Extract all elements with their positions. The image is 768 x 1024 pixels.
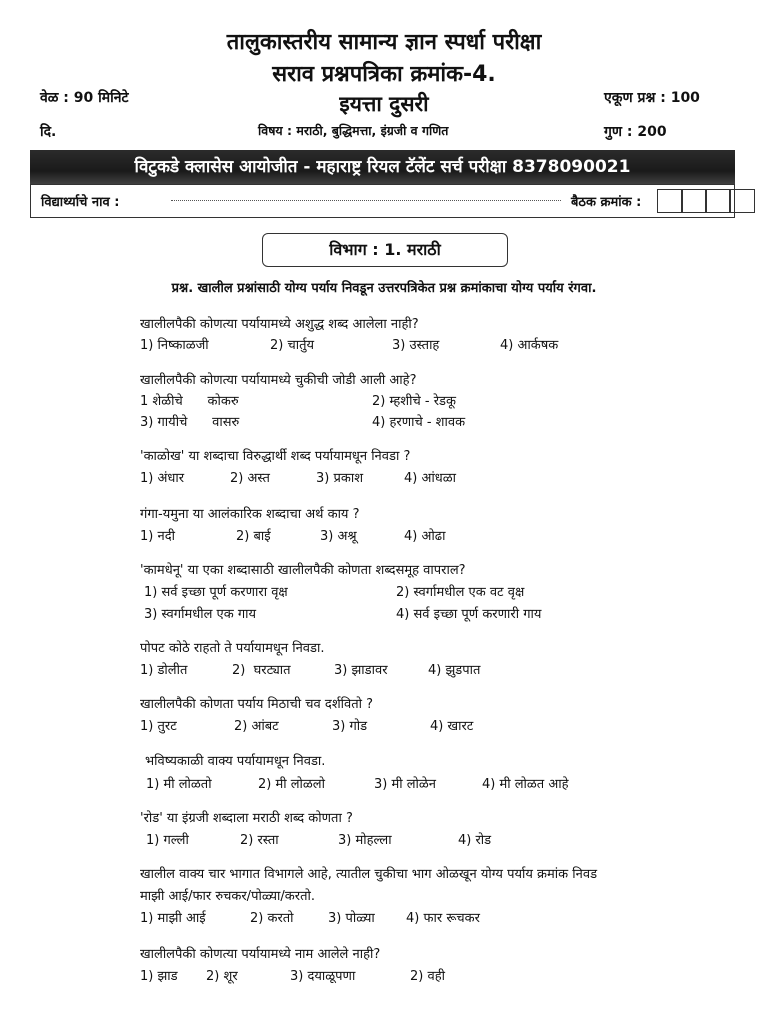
option: 4) फार रूचकर bbox=[406, 911, 480, 926]
seat-number-box[interactable] bbox=[729, 189, 755, 213]
option: 4) रोड bbox=[458, 833, 492, 848]
option: 1) झाड bbox=[140, 969, 178, 984]
option: 3) पोळ्या bbox=[328, 911, 375, 926]
option: 4) मी लोळत आहे bbox=[482, 777, 569, 792]
seat-number-box[interactable] bbox=[657, 189, 683, 213]
option: 1) सर्व इच्छा पूर्ण करणारा वृक्ष bbox=[144, 585, 288, 600]
option: 2) चार्तुय bbox=[270, 338, 315, 353]
question-text: खालीलपैकी कोणत्या पर्यायामध्ये अशुद्ध शब्द आलेला नाही? bbox=[140, 317, 419, 332]
question-text: पोपट कोठे राहतो ते पर्यायामधून निवडा. bbox=[140, 641, 325, 656]
option: 4) आर्कषक bbox=[500, 338, 559, 353]
question-text: 'काळोख' या शब्दाचा विरुद्धार्थी शब्द पर्यायामधून निवडा ? bbox=[140, 449, 411, 464]
paper-title: सराव प्रश्नपत्रिका क्रमांक-4. bbox=[272, 62, 496, 87]
time-label: वेळ : 90 मिनिटे bbox=[40, 90, 129, 106]
option: 1) माझी आई bbox=[140, 911, 206, 926]
question-text: गंगा-यमुना या आलंकारिक शब्दाचा अर्थ काय ? bbox=[140, 507, 360, 522]
option: 2) शूर bbox=[206, 969, 238, 984]
total-questions-label: एकूण प्रश्न : 100 bbox=[604, 90, 700, 106]
option: 3) अश्रू bbox=[320, 529, 357, 544]
question-text: खालीलपैकी कोणत्या पर्यायामध्ये चुकीची जोडी आली आहे? bbox=[140, 373, 417, 388]
option: 3) मोहल्ला bbox=[338, 833, 392, 848]
section-heading: विभाग : 1. मराठी bbox=[262, 233, 508, 267]
option: 3) गोड bbox=[332, 719, 368, 734]
organizer-banner: विटुकडे क्लासेस आयोजीत - महाराष्ट्र रियल टॅलेंट सर्च परीक्षा 8378090021 bbox=[30, 150, 735, 185]
option: 2) रस्ता bbox=[240, 833, 279, 848]
date-label: दि. bbox=[40, 124, 57, 140]
option: 3) दयाळूपणा bbox=[290, 969, 356, 984]
seat-number-box[interactable] bbox=[705, 189, 731, 213]
option: 1) तुरट bbox=[140, 719, 177, 734]
option: 4) ओढा bbox=[404, 529, 446, 544]
question-text: 'कामधेनू' या एका शब्दासाठी खालीलपैकी कोणता शब्दसमूह वापराल? bbox=[140, 563, 466, 578]
option: 2) वही bbox=[410, 969, 445, 984]
option: 4) झुडपात bbox=[428, 663, 481, 678]
option: 4) सर्व इच्छा पूर्ण करणारी गाय bbox=[396, 607, 542, 622]
marks-label: गुण : 200 bbox=[604, 124, 667, 140]
instruction-text: प्रश्न. खालील प्रश्नांसाठी योग्य पर्याय निवडून उत्तरपत्रिकेत प्रश्न क्रमांकाचा योग्य पर्याय रंगवा. bbox=[171, 281, 597, 296]
option: 3) गायीचे वासरु bbox=[140, 415, 240, 430]
option: 1) निष्काळजी bbox=[140, 338, 209, 353]
student-name-label: विद्यार्थ्याचे नाव : bbox=[41, 195, 120, 210]
exam-title: तालुकास्तरीय सामान्य ज्ञान स्पर्धा परीक्षा bbox=[226, 30, 542, 55]
subjects-label: विषय : मराठी, बुद्धिमत्ता, इंग्रजी व गणित bbox=[258, 123, 449, 138]
option: 1) डोलीत bbox=[140, 663, 188, 678]
question-sentence: माझी आई/फार रुचकर/पोळ्या/करतो. bbox=[140, 889, 315, 904]
option: 2) आंबट bbox=[234, 719, 279, 734]
option: 3) उस्ताह bbox=[392, 338, 440, 353]
option: 3) स्वर्गामधील एक गाय bbox=[144, 607, 257, 622]
option: 3) प्रकाश bbox=[316, 471, 364, 486]
question-text: भविष्यकाळी वाक्य पर्यायामधून निवडा. bbox=[145, 754, 326, 769]
option: 2) करतो bbox=[250, 911, 294, 926]
option: 2) मी लोळलो bbox=[258, 777, 325, 792]
option: 4) हरणाचे - शावक bbox=[372, 415, 466, 430]
option: 4) आंधळा bbox=[404, 471, 457, 486]
option: 2) स्वर्गामधील एक वट वृक्ष bbox=[396, 585, 525, 600]
option: 2) बाई bbox=[236, 529, 271, 544]
option: 4) खारट bbox=[430, 719, 474, 734]
option: 1 शेळीचे कोकरु bbox=[140, 394, 239, 409]
seat-number-label: बैठक क्रमांक : bbox=[571, 195, 642, 210]
class-title: इयत्ता दुसरी bbox=[339, 92, 429, 116]
question-text: खालीलपैकी कोणता पर्याय मिठाची चव दर्शवितो ? bbox=[140, 697, 374, 712]
question-text: खालील वाक्य चार भागात विभागले आहे, त्यातील चुकीचा भाग ओळखून योग्य पर्याय क्रमांक निवड bbox=[140, 867, 598, 882]
seat-number-box[interactable] bbox=[681, 189, 707, 213]
student-info-row bbox=[30, 184, 735, 218]
option: 3) मी लोळेन bbox=[374, 777, 437, 792]
option: 2) अस्त bbox=[230, 471, 270, 486]
option: 1) अंधार bbox=[140, 471, 185, 486]
question-text: 'रोड' या इंग्रजी शब्दाला मराठी शब्द कोणता ? bbox=[140, 811, 353, 826]
option: 2) घरट्यात bbox=[232, 663, 291, 678]
option: 2) म्हशीचे - रेडकू bbox=[372, 394, 456, 409]
option: 1) गल्ली bbox=[146, 833, 189, 848]
option: 1) मी लोळतो bbox=[146, 777, 212, 792]
option: 1) नदी bbox=[140, 529, 175, 544]
question-text: खालीलपैकी कोणत्या पर्यायामध्ये नाम आलेले नाही? bbox=[140, 947, 381, 962]
option: 3) झाडावर bbox=[334, 663, 388, 678]
student-name-field[interactable] bbox=[171, 200, 561, 201]
